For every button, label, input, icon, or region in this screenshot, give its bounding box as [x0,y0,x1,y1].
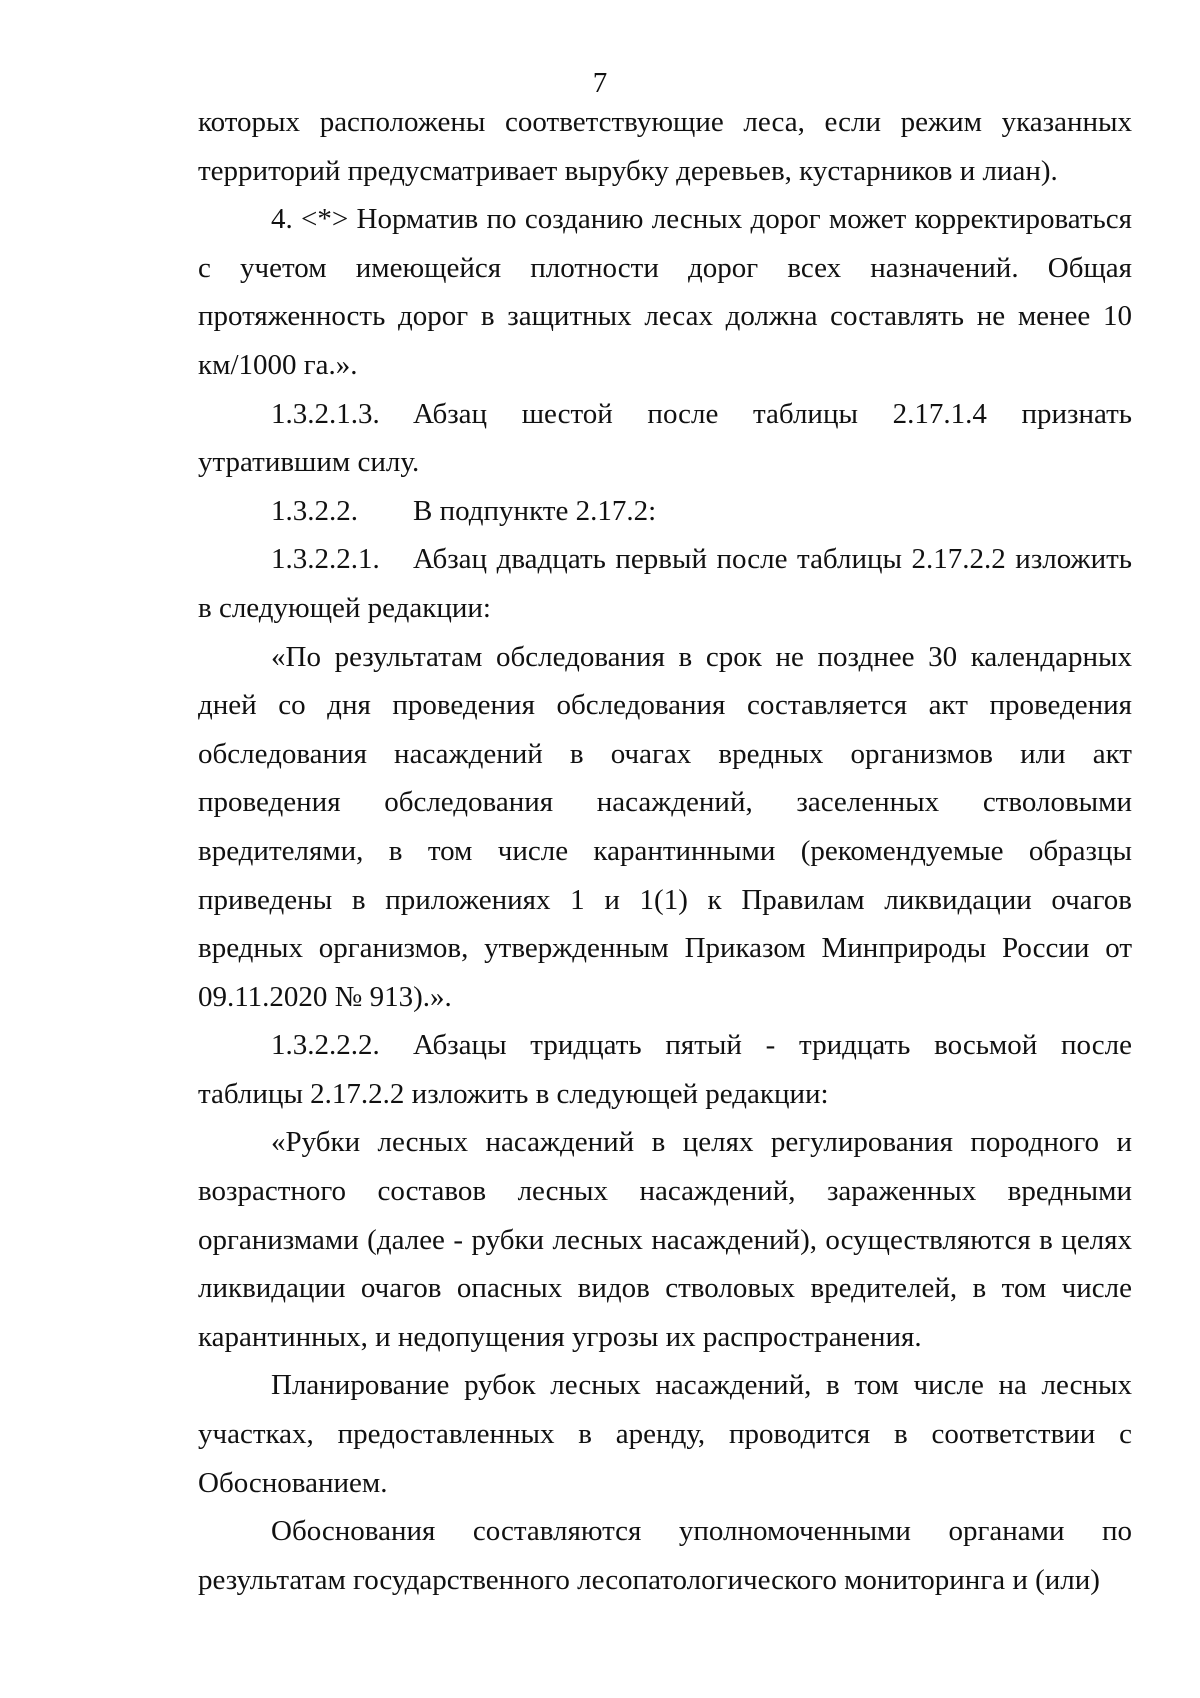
paragraph-1-3-2-2-2 [198,1021,1132,1118]
clause-text: Абзац шестой после таблицы 2.17.1.4 признать утратившим силу. [198,397,1132,479]
page-number: 7 [592,67,608,99]
clause-number: 1.3.2.2. [271,494,358,527]
clause-text: В подпункте 2.17.2: [413,494,657,527]
clause-text: Абзац двадцать первый после таблицы 2.17.2.2 изложить в следующей редакции: [198,543,1132,624]
paragraph-footnote-roads: 4. <*> Норматив по созданию лесных дорог может корректироваться с учетом имеющейся плотности дорог всех назначений. Общая протяженность дорог в защитных лесах должна составлять не менее 10 км/1000 га.». [198,203,1132,381]
paragraph-justifications: Обоснования составляются уполномоченными органами по результатам государственного лесопатологического мониторинга и (или) [198,1515,1132,1596]
paragraph-felling-planning: Планирование рубок лесных насаждений, в том числе на лесных участках, предоставленных в аренду, проводится в соответствии с Обоснованием. [198,1369,1132,1499]
paragraph-quoted-survey-act: «По результатам обследования в срок не позднее 30 календарных дней со дня проведения обследования составляется акт проведения обследования насаждений в очагах вредных организмов или акт проведения обследования насаждений, заселенных стволовыми вредителями, в том числе карантинными (рекомендуемые образцы приведены в приложениях 1 и 1(1) к Правилам ликвидации очагов вредных организмов, утвержденным Приказом Минприроды России от 09.11.2020 № 913).». [198,640,1132,1013]
paragraph-1-3-2-2-1 [198,535,1132,632]
clause-number: 1.3.2.1.3. [271,397,380,430]
document-body [198,98,1132,1604]
paragraph-continuation: которых расположены соответствующие леса, если режим указанных территорий предусматривает вырубку деревьев, кустарников и лиан). [198,106,1132,187]
clause-text: Абзацы тридцать пятый - тридцать восьмой после таблицы 2.17.2.2 изложить в следующей редакции: [198,1029,1132,1110]
clause-number: 1.3.2.2.1. [271,543,380,576]
paragraph-1-3-2-2 [198,487,1132,536]
clause-number: 1.3.2.2.2. [271,1029,380,1062]
paragraph-1-3-2-1-3 [198,390,1132,487]
paragraph-quoted-felling: «Рубки лесных насаждений в целях регулирования породного и возрастного составов лесных насаждений, зараженных вредными организмами (далее - рубки лесных насаждений), осуществляются в целях ликвидации очагов опасных видов стволовых вредителей, в том числе карантинных, и недопущения угрозы их распространения. [198,1126,1132,1353]
